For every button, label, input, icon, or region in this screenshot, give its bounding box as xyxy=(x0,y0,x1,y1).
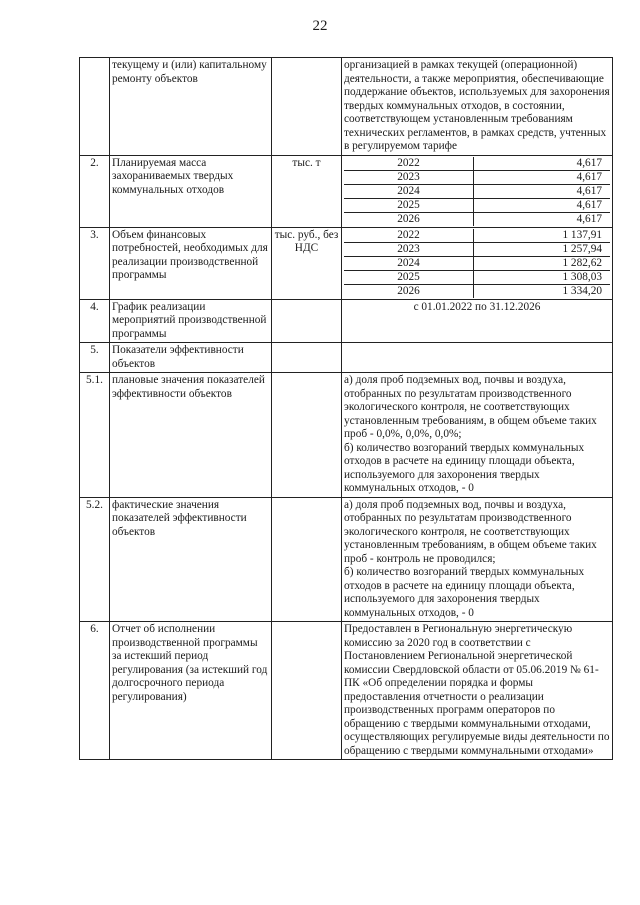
row-unit xyxy=(272,373,342,498)
row-name: плановые значения показателей эффективности объектов xyxy=(110,373,272,498)
table-row xyxy=(80,622,613,760)
row-name: текущему и (или) капитальному ремонту объектов xyxy=(110,58,272,156)
row-number: 3. xyxy=(80,227,110,299)
row-value xyxy=(342,227,613,299)
row-value xyxy=(342,497,613,622)
table-row xyxy=(80,155,613,227)
indicator-a: а) доля проб подземных вод, почвы и воздуха, отобранных по результатам производственного экологического контроля, не соответствующих установленным требованиям, в общем объеме таких проб - 0,0%, 0,0%, 0,0%; xyxy=(344,374,597,440)
value-cell: 1 257,94 xyxy=(474,242,610,256)
row-unit: тыс. т xyxy=(272,155,342,227)
year-row xyxy=(344,170,610,184)
row-value: с 01.01.2022 по 31.12.2026 xyxy=(342,299,613,343)
value-cell: 1 137,91 xyxy=(474,229,610,243)
row-number: 5.1. xyxy=(80,373,110,498)
row-value xyxy=(342,373,613,498)
row-value xyxy=(342,155,613,227)
row-number: 4. xyxy=(80,299,110,343)
year-row xyxy=(344,198,610,212)
year-cell: 2022 xyxy=(344,229,474,243)
row-number: 6. xyxy=(80,622,110,760)
value-cell: 1 334,20 xyxy=(562,284,602,297)
row-number: 5.2. xyxy=(80,497,110,622)
year-cell: 2025 xyxy=(344,198,474,212)
table-row xyxy=(80,343,613,373)
value-cell: 4,617 xyxy=(474,198,610,212)
row-unit xyxy=(272,299,342,343)
indicator-a: а) доля проб подземных вод, почвы и воздуха, отобранных по результатам производственного экологического контроля, не соответствующих установленным требованиям, в общем объеме таких проб - контроль не проводился; xyxy=(344,498,597,565)
value-cell: 4,617 xyxy=(474,157,610,171)
year-row xyxy=(344,157,610,171)
row-number: 5. xyxy=(80,343,110,373)
year-row xyxy=(344,212,610,226)
year-values-table xyxy=(344,157,610,226)
value-cell: 4,617 xyxy=(474,184,610,198)
indicator-b: б) количество возгораний твердых коммунальных отходов в расчете на единицу площади объекта, используемого для захоронения твердых коммунальных отходов, - 0 xyxy=(344,566,585,619)
year-row xyxy=(344,284,610,298)
page-number: 22 xyxy=(312,18,328,34)
year-row xyxy=(344,270,610,284)
table-row xyxy=(80,227,613,299)
year-row xyxy=(344,256,610,270)
year-row xyxy=(344,229,610,243)
year-row xyxy=(344,242,610,256)
year-cell: 2024 xyxy=(344,184,474,198)
row-value: организацией в рамках текущей (операционной) деятельности, а также мероприятия, обеспечивающие поддержание объектов, используемых для захоронения твердых коммунальных отходов, в состоянии, соответствующем установленным требованиям технических регламентов, в рамках средств, учтенных в регулируемом тарифе xyxy=(342,58,613,156)
row-name: Объем финансовых потребностей, необходимых для реализации производственной программы xyxy=(110,227,272,299)
program-table xyxy=(79,57,613,760)
value-cell: 4,617 xyxy=(576,212,602,225)
row-name: Планируемая масса захораниваемых твердых коммунальных отходов xyxy=(110,155,272,227)
indicator-b: б) количество возгораний твердых коммунальных отходов в расчете на единицу площади объекта, используемого для захоронения твердых коммунальных отходов, - 0 xyxy=(344,441,585,494)
year-cell: 2026 xyxy=(344,212,474,226)
year-cell: 2023 xyxy=(344,242,474,256)
row-number: 2. xyxy=(80,155,110,227)
row-value: Предоставлен в Региональную энергетическую комиссию за 2020 год в соответствии с Постановлением Региональной энергетической комиссии Свердловской области от 05.06.2019 № 61-ПК «Об определении порядка и формы предоставления отчетности о реализации производственных программ операторов по обращению с твердыми коммунальными отходами, осуществляющих регулируемые виды деятельности по обращению с твердыми коммунальными отходами» xyxy=(342,622,613,760)
table-row xyxy=(80,373,613,498)
row-name: Показатели эффективности объектов xyxy=(110,343,272,373)
row-unit xyxy=(272,343,342,373)
year-cell: 2023 xyxy=(344,170,474,184)
year-cell: 2025 xyxy=(344,270,474,284)
table-row xyxy=(80,58,613,156)
table-row xyxy=(80,497,613,622)
year-cell: 2022 xyxy=(344,157,474,171)
row-name: График реализации мероприятий производственной программы xyxy=(110,299,272,343)
row-unit xyxy=(272,58,342,156)
year-cell: 2024 xyxy=(344,256,474,270)
value-cell: 1 282,62 xyxy=(474,256,610,270)
row-number xyxy=(80,58,110,156)
row-value xyxy=(342,343,613,373)
row-unit: тыс. руб., без НДС xyxy=(272,227,342,299)
row-unit xyxy=(272,622,342,760)
year-values-table xyxy=(344,229,610,298)
value-cell: 4,617 xyxy=(474,170,610,184)
value-cell: 1 308,03 xyxy=(474,270,610,284)
row-name: фактические значения показателей эффективности объектов xyxy=(110,497,272,622)
year-cell: 2026 xyxy=(344,284,474,298)
table-row xyxy=(80,299,613,343)
row-unit xyxy=(272,497,342,622)
year-row xyxy=(344,184,610,198)
row-name: Отчет об исполнении производственной программы за истекший период регулирования (за истекший год долгосрочного периода регулирования) xyxy=(110,622,272,760)
